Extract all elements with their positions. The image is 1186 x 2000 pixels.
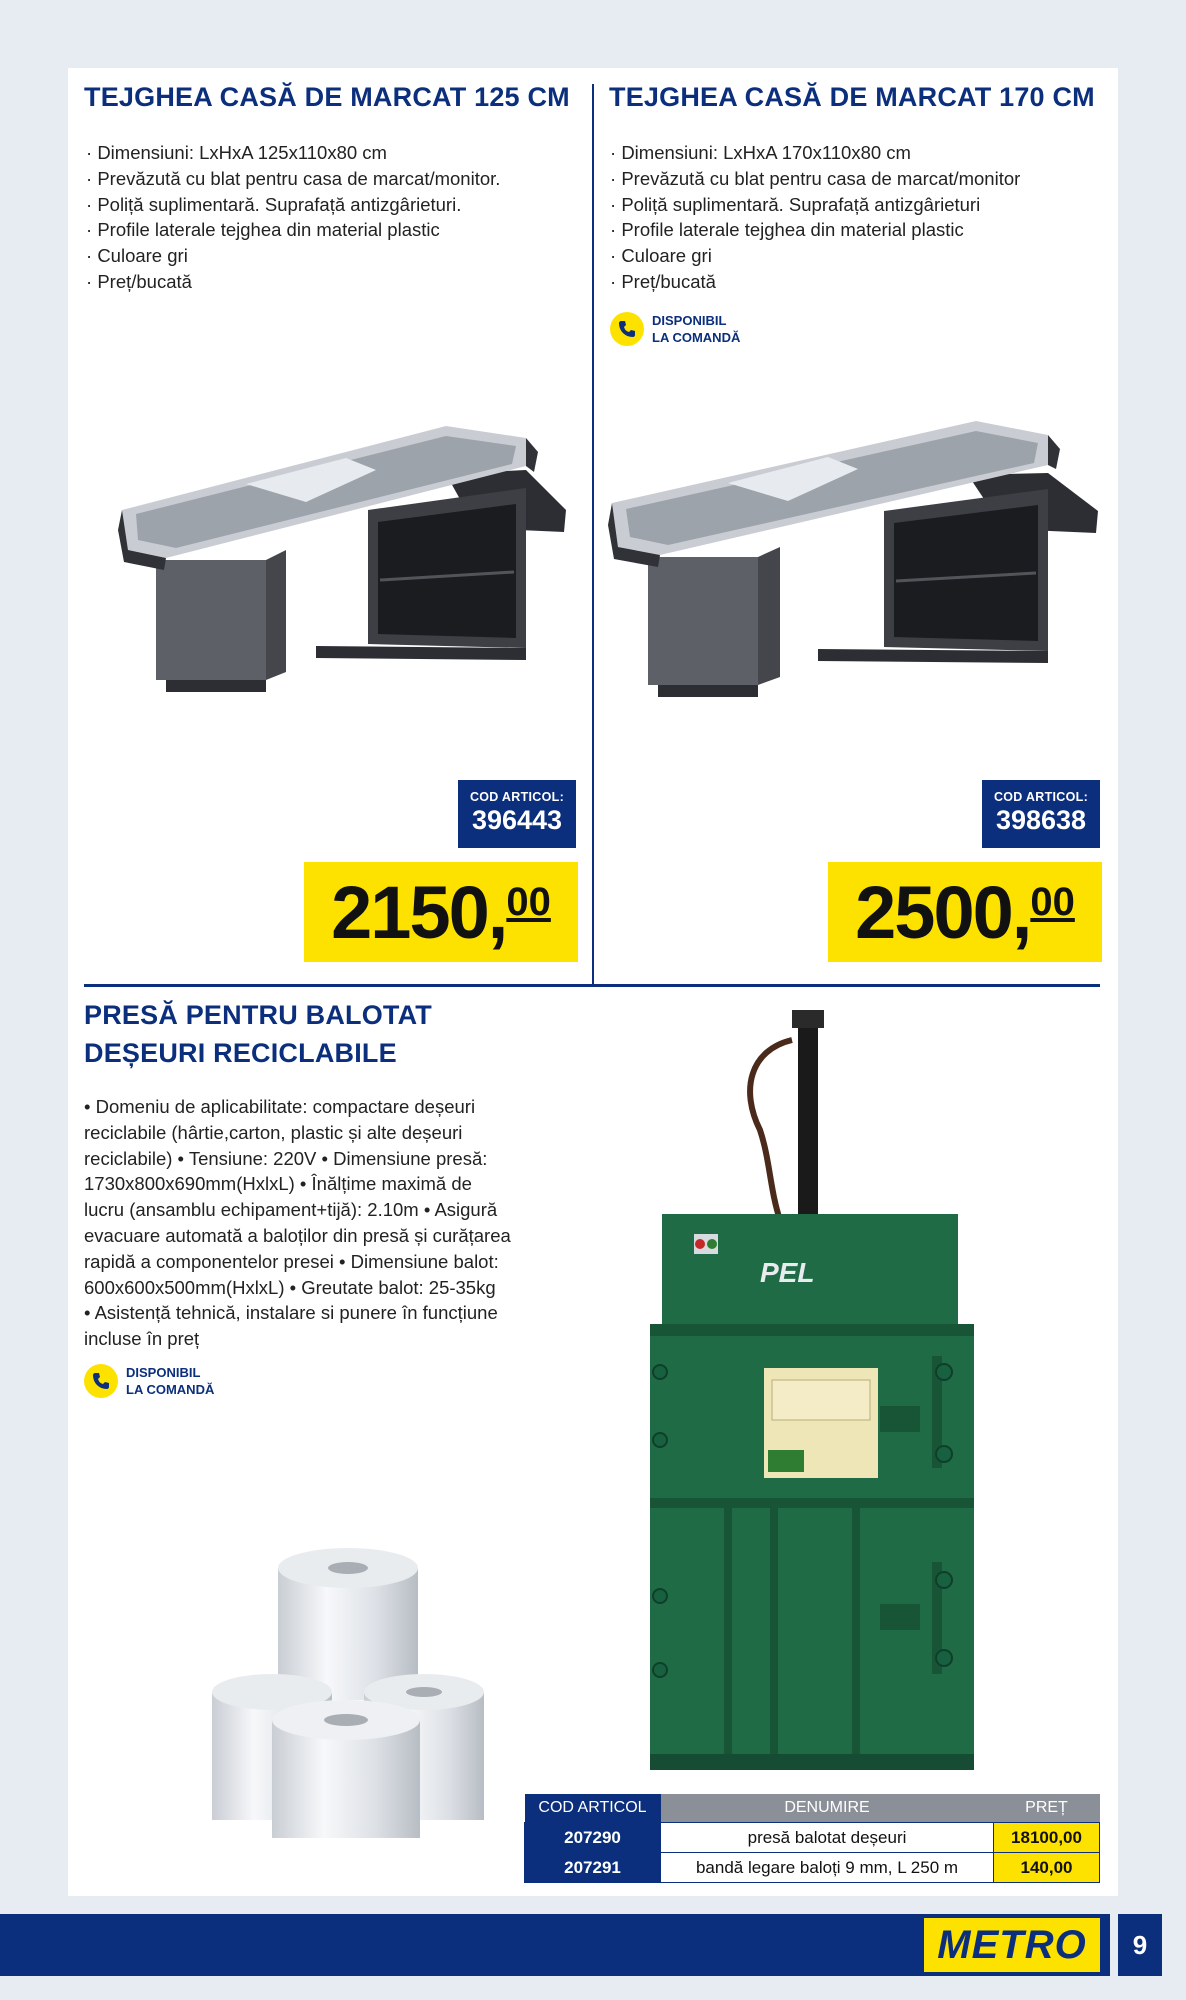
description-line: 1730x800x690mm(HxlxL) • Înălțime maximă de — [84, 1173, 472, 1195]
table-header-code: COD ARTICOL — [525, 1794, 661, 1823]
availability-text: DISPONIBIL — [652, 313, 727, 328]
price-decimals: 00 — [1030, 880, 1075, 924]
article-code-label: COD ARTICOL: — [993, 790, 1089, 804]
description-line: lucru (ansamblu echipament+tijă): 2.10m • Asigură — [84, 1199, 498, 1221]
table-cell-name: bandă legare baloți 9 mm, L 250 m — [661, 1853, 994, 1883]
table-cell-price: 18100,00 — [994, 1823, 1100, 1853]
metro-logo — [924, 1918, 1100, 1972]
description-line: • Domeniu de aplicabilitate: compactare deșeuri — [84, 1096, 476, 1117]
availability-badge-170 — [610, 312, 740, 346]
description-line: reciclabile (hârtie,carton, plastic și alte deșeuri — [84, 1121, 463, 1143]
metro-logo-text: METRO — [937, 1922, 1087, 1967]
article-code: 398638 — [995, 805, 1087, 835]
press-title-line: PRESĂ PENTRU BALOTAT — [84, 1000, 432, 1030]
availability-text: DISPONIBIL — [126, 1365, 201, 1380]
product-specs-170 — [610, 140, 1020, 295]
table-cell-price: 140,00 — [994, 1853, 1100, 1883]
description-line: 600x600x500mm(HxlxL) • Greutate balot: 25-35kg — [84, 1276, 496, 1298]
checkout-counter-image-170 — [608, 405, 1104, 715]
stretch-film-rolls-image — [200, 1540, 500, 1840]
checkout-counter-image-125 — [116, 410, 566, 710]
spec-item: · Profile laterale tejghea din material plastic — [86, 217, 500, 243]
article-code-label: COD ARTICOL: — [469, 790, 565, 804]
spec-item: · Preț/bucată — [610, 269, 1020, 295]
machine-brand-label: PEL — [760, 1257, 815, 1288]
spec-item: · Preț/bucată — [86, 269, 500, 295]
page-number: 9 — [1118, 1914, 1162, 1976]
baling-press-image — [620, 1010, 1000, 1790]
article-code: 396443 — [471, 805, 563, 835]
table-header-row — [525, 1794, 1100, 1823]
table-cell-name: presă balotat deșeuri — [661, 1823, 994, 1853]
article-code-box-125 — [458, 780, 576, 848]
product-title-125: TEJGHEA CASĂ DE MARCAT 125 CM — [84, 82, 570, 112]
availability-text: LA COMANDĂ — [652, 330, 741, 345]
spec-item: · Dimensiuni: LxHxA 170x110x80 cm — [610, 140, 1020, 166]
spec-item: · Poliță suplimentară. Suprafață antizgârieturi. — [86, 192, 500, 218]
description-line: rapidă a componentelor presei • Dimensiune balot: — [84, 1250, 499, 1272]
table-row — [525, 1853, 1100, 1883]
description-line: incluse în preț — [84, 1328, 200, 1350]
table-cell-code: 207290 — [525, 1823, 661, 1853]
table-header-price: PREȚ — [994, 1794, 1100, 1823]
horizontal-divider — [84, 984, 1100, 987]
price-integer: 2500, — [855, 870, 1031, 954]
table-cell-code: 207291 — [525, 1853, 661, 1883]
spec-item: · Poliță suplimentară. Suprafață antizgârieturi — [610, 192, 1020, 218]
price-tag-170 — [828, 862, 1102, 962]
description-line: reciclabile) • Tensiune: 220V • Dimensiune presă: — [84, 1147, 488, 1169]
table-header-name: DENUMIRE — [661, 1794, 994, 1823]
price-tag-125 — [304, 862, 578, 962]
spec-item: · Prevăzută cu blat pentru casa de marcat/monitor — [610, 166, 1020, 192]
spec-item: · Dimensiuni: LxHxA 125x110x80 cm — [86, 140, 500, 166]
phone-icon — [84, 1364, 118, 1398]
description-line: evacuare automată a baloților din presă și curățarea — [84, 1224, 511, 1246]
product-specs-125 — [86, 140, 500, 295]
spec-item: · Profile laterale tejghea din material plastic — [610, 217, 1020, 243]
press-title — [84, 996, 432, 1072]
spec-item: · Culoare gri — [86, 243, 500, 269]
spec-item: · Culoare gri — [610, 243, 1020, 269]
availability-badge-press — [84, 1364, 214, 1398]
description-line: • Asistență tehnică, instalare si punere în funcțiune — [84, 1302, 498, 1324]
vertical-divider — [592, 84, 594, 984]
press-description — [84, 1094, 511, 1352]
press-title-line: DEȘEURI RECICLABILE — [84, 1038, 397, 1068]
phone-icon — [610, 312, 644, 346]
spec-item: · Prevăzută cu blat pentru casa de marcat/monitor. — [86, 166, 500, 192]
article-code-box-170 — [982, 780, 1100, 848]
product-title-170: TEJGHEA CASĂ DE MARCAT 170 CM — [609, 82, 1095, 112]
product-table — [524, 1794, 1100, 1883]
price-integer: 2150, — [331, 870, 507, 954]
table-row — [525, 1823, 1100, 1853]
price-decimals: 00 — [506, 880, 551, 924]
availability-text: LA COMANDĂ — [126, 1382, 215, 1397]
